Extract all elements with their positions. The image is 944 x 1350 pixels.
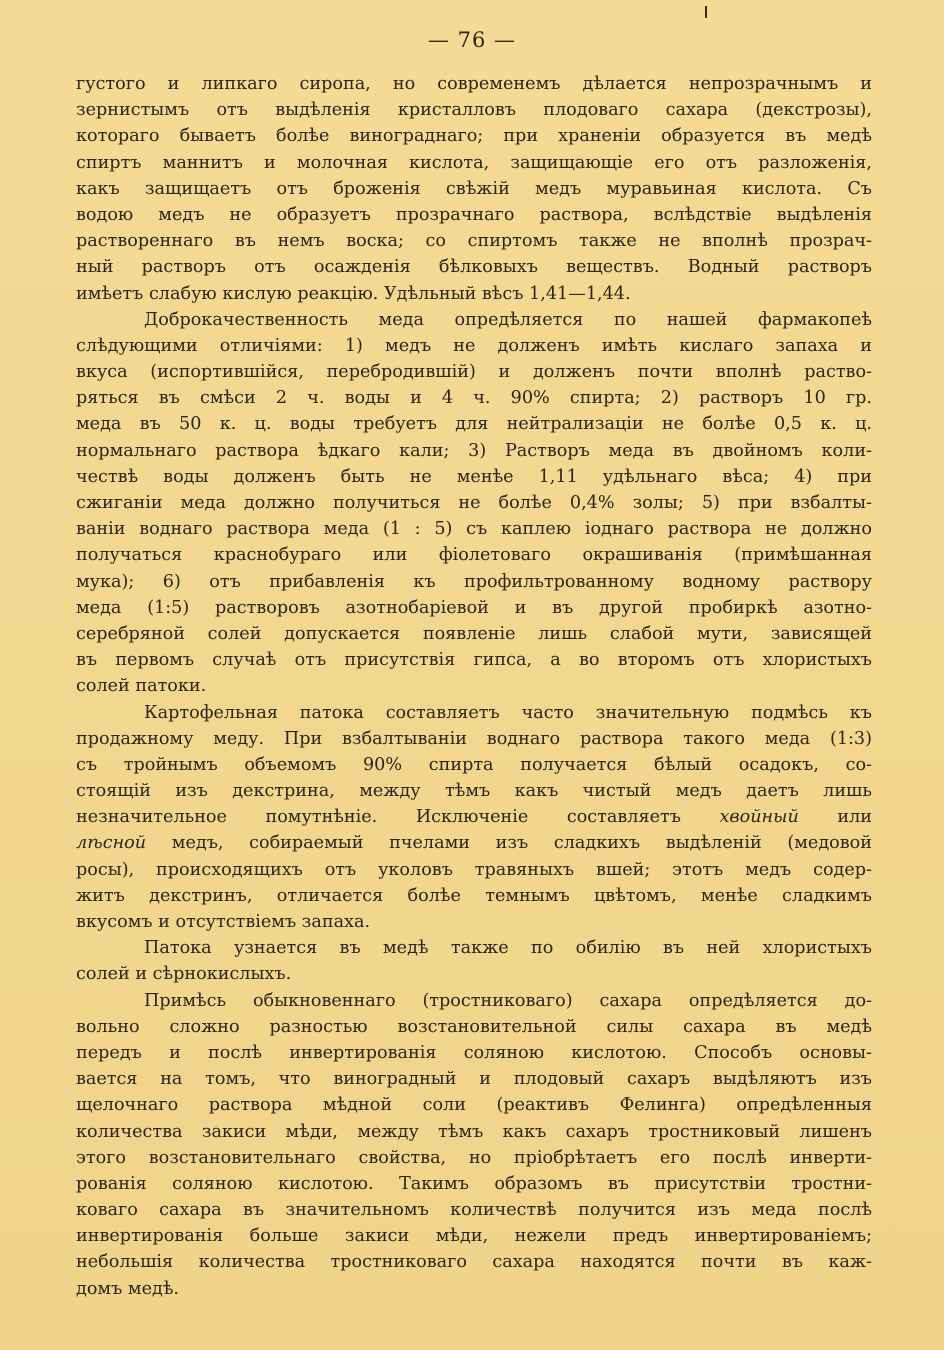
paragraph-start: Картофельная патока составляетъ часто значительную подмѣсь къ bbox=[144, 702, 872, 723]
paragraph-start: Доброкачественность меда опредѣляется по нашей фармакопеѣ bbox=[144, 309, 872, 330]
text-line: щелочнаго раствора мѣдной соли (реактивъ Фелинга) опредѣленныя bbox=[76, 1095, 872, 1116]
text-line: солей патоки. bbox=[76, 676, 207, 697]
text-line: чествѣ воды долженъ быть не менѣе 1,11 удѣльнаго вѣса; 4) при bbox=[76, 466, 872, 487]
paragraph-start: Примѣсь обыкновеннаго (тростниковаго) сахара опредѣляется до- bbox=[144, 990, 872, 1011]
text-line: меда въ 50 к. ц. воды требуетъ для нейтрализаціи не болѣе 0,5 к. ц. bbox=[76, 414, 872, 435]
text-line: житъ декстринъ, отличается болѣе темнымъ цвѣтомъ, менѣе сладкимъ bbox=[76, 885, 872, 906]
text-line: продажному меду. При взбалтываніи воднаго раствора такого меда (1:3) bbox=[76, 728, 872, 749]
text-line: меда (1:5) растворовъ азотнобаріевой и въ другой пробиркѣ азотно- bbox=[76, 597, 872, 618]
text-line: количества закиси мѣди, между тѣмъ какъ сахаръ тростниковый лишенъ bbox=[76, 1121, 872, 1142]
text-line: небольшія количества тростниковаго сахара находятся почти въ каж- bbox=[76, 1252, 872, 1273]
text-line: росы), происходящихъ отъ уколовъ травяныхъ вшей; этотъ медъ содер- bbox=[76, 859, 872, 880]
text-line: инвертированія больше закиси мѣди, нежели предъ инвертированіемъ; bbox=[76, 1226, 872, 1247]
body-text bbox=[76, 71, 872, 1302]
text-line: зернистымъ отъ выдѣленія кристалловъ плодоваго сахара (декстрозы), bbox=[76, 100, 872, 121]
text-line: нормальнаго раствора ѣдкаго кали; 3) Растворъ меда въ двойномъ коли- bbox=[76, 440, 872, 461]
text-line: водою медъ не образуетъ прозрачнаго раствора, вслѣдствіе выдѣленія bbox=[76, 204, 872, 225]
text-line: сжиганіи меда должно получиться не болѣе 0,4% золы; 5) при взбалты- bbox=[76, 493, 872, 513]
text-line: спиртъ маннитъ и молочная кислота, защищающіе его отъ разложенія, bbox=[76, 152, 872, 173]
text-line: густого и липкаго сиропа, но современемъ дѣлается непрозрачнымъ и bbox=[76, 74, 872, 94]
text-line: какъ защищаетъ отъ броженія свѣжій медъ муравьиная кислота. Съ bbox=[76, 178, 872, 199]
page-number: — 76 — bbox=[427, 28, 517, 52]
text-line: домъ медѣ. bbox=[76, 1278, 180, 1299]
text-line: мука); 6) отъ прибавленія къ профильтрованному водному раствору bbox=[76, 571, 872, 592]
italic-term: лѣсной bbox=[76, 833, 147, 854]
text-line: ваніи воднаго раствора меда (1 : 5) съ каплею іоднаго раствора не должно bbox=[76, 519, 872, 540]
text-line: имѣетъ слабую кислую реакцію. Удѣльный вѣсъ 1,41—1,44. bbox=[76, 283, 631, 304]
text-line: коваго сахара въ значительномъ количествѣ получится изъ меда послѣ bbox=[76, 1200, 872, 1221]
text-line: солей и сѣрнокислыхъ. bbox=[76, 964, 292, 985]
text-line: ный растворъ отъ осажденія бѣлковыхъ веществъ. Водный растворъ bbox=[76, 257, 872, 278]
text-line: котораго бываетъ болѣе винограднаго; при храненіи образуется въ медѣ bbox=[76, 126, 872, 147]
text-line: въ первомъ случаѣ отъ присутствія гипса, а во второмъ отъ хлористыхъ bbox=[76, 650, 872, 671]
text-line: этого возстановительнаго свойства, но пріобрѣтаетъ его послѣ инверти- bbox=[76, 1147, 872, 1168]
text-line: передъ и послѣ инвертированія соляною кислотою. Способъ основы- bbox=[76, 1042, 872, 1063]
text-line: серебряной солей допускается появленіе лишь слабой мути, зависящей bbox=[76, 623, 872, 644]
text-line: вкуса (испортившійся, перебродившій) и долженъ почти вполнѣ раство- bbox=[76, 362, 872, 383]
margin-mark bbox=[705, 6, 707, 18]
text-line: слѣдующими отличіями: 1) медъ не долженъ имѣть кислаго запаха и bbox=[76, 335, 872, 356]
text-line: вается на томъ, что виноградный и плодовый сахаръ выдѣляютъ изъ bbox=[76, 1069, 872, 1090]
text-line: съ тройнымъ объемомъ 90% спирта получается бѣлый осадокъ, со- bbox=[76, 754, 872, 775]
text-line: вольно сложно разностью возстановительной силы сахара въ медѣ bbox=[76, 1016, 872, 1037]
text-line-emphasis-1: незначительное помутнѣніе. Исключеніе составляетъ хвойный или bbox=[76, 807, 872, 828]
text-line: получаться краснобураго или фіолетоваго окрашиванія (примѣшанная bbox=[76, 545, 872, 566]
text-line: рованія соляною кислотою. Такимъ образомъ въ присутствіи тростни- bbox=[76, 1173, 872, 1194]
paragraph-start: Патока узнается въ медѣ также по обилію въ ней хлористыхъ bbox=[144, 938, 872, 959]
text-line: вкусомъ и отсутствіемъ запаха. bbox=[76, 912, 371, 932]
text-line: раствореннаго въ немъ воска; со спиртомъ также не вполнѣ прозрач- bbox=[76, 231, 872, 252]
italic-term: хвойный bbox=[719, 807, 799, 828]
text-line-emphasis-2: лѣсной медъ, собираемый пчелами изъ сладкихъ выдѣленій (медовой bbox=[76, 833, 872, 854]
text-line: стоящій изъ декстрина, между тѣмъ какъ чистый медъ даетъ лишь bbox=[76, 781, 872, 802]
text-line: ряться въ смѣси 2 ч. воды и 4 ч. 90% спирта; 2) растворъ 10 гр. bbox=[76, 388, 872, 409]
